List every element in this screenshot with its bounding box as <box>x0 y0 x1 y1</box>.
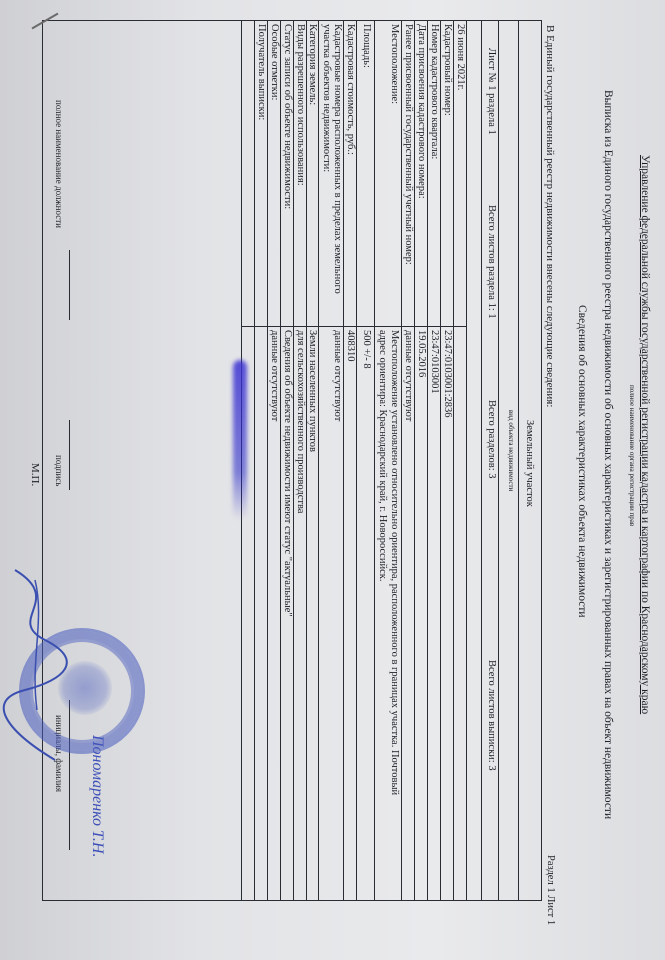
rule <box>318 20 319 900</box>
redaction-mark <box>233 360 247 520</box>
rule <box>374 20 375 900</box>
row-label-land-category: Категория земель: <box>307 24 318 106</box>
row-label-recipient: Получатель выписки: <box>256 24 267 121</box>
row-value-land-category: Земли населенных пунктов <box>307 330 318 452</box>
agency-name: Управление федеральной службы государственной регистрации кадастра и картографии по Краснодарскому краю <box>639 155 651 715</box>
signature-scribble <box>0 560 75 780</box>
row-value-previous-number: данные отсутствуют <box>403 330 414 422</box>
initials-caption: инициалы, фамилия <box>54 715 64 792</box>
signer-name: Пономаренко Т.Н. <box>89 735 106 858</box>
rule <box>518 20 519 900</box>
sheet-number: Лист № 1 раздела 1 <box>486 48 497 135</box>
sections-total: Всего разделов: 3 <box>486 400 497 479</box>
rule <box>69 250 70 320</box>
row-label-quarter: Номер кадастрового квартала: <box>429 24 440 160</box>
rule <box>498 20 499 900</box>
rule <box>254 20 255 900</box>
row-label-previous-number: Ранее присвоенный государственный учетный номер: <box>403 24 414 265</box>
mp-label: М.П. <box>29 463 41 487</box>
registry-note: В Единый государственный реестр недвижимости внесены следующие сведения: <box>544 25 556 408</box>
row-value-assignment-date: 19.05.2016 <box>416 330 427 378</box>
row-label-location: Местоположение: <box>389 24 400 105</box>
rule <box>69 420 70 490</box>
rule <box>453 20 454 900</box>
row-label-assignment-date: Дата присвоения кадастрового номера: <box>416 24 427 199</box>
row-value-special-marks: данные отсутствуют <box>269 330 280 422</box>
object-kind-caption: вид объекта недвижимости <box>507 410 515 492</box>
row-label-objects-within-2: участка объектов недвижимости: <box>321 24 332 173</box>
row-value-cadastral-number: 23:47:0103001:2836 <box>442 330 453 418</box>
rule <box>267 20 268 900</box>
row-value-record-status: Сведения об объекте недвижимости имеют статус "актуальные" <box>282 330 293 617</box>
rule <box>466 20 467 900</box>
agency-caption: полное наименование органа регистрации прав <box>628 385 636 527</box>
row-label-area: Площадь: <box>361 24 372 68</box>
row-label-cadastral-number: Кадастровый номер: <box>442 24 453 116</box>
rule <box>42 900 542 901</box>
position-caption: полное наименование должности <box>54 100 64 228</box>
rule <box>42 20 542 21</box>
rule <box>481 20 482 900</box>
row-label-special-marks: Особые отметки: <box>269 24 280 101</box>
rule <box>306 20 307 900</box>
row-value-location: Местоположение установлено относительно ориентира, расположенного в границах участка. Почтовый <box>389 330 400 796</box>
row-value-permitted-use: для сельскохозяйственного производства <box>295 330 306 514</box>
row-label-cadastral-value: Кадастровая стоимость, руб.: <box>345 24 356 155</box>
row-value-location-2: адрес ориентира: Краснодарский край, г. Новороссийск. <box>377 330 388 582</box>
sheets-in-section: Всего листов раздела 1: 1 <box>486 205 497 319</box>
row-label-record-status: Статус записи об объекте недвижимости: <box>282 24 293 210</box>
row-label-permitted-use: Виды разрешенного использования: <box>295 24 306 186</box>
rule <box>541 20 542 900</box>
signature-caption: подпись <box>54 455 64 487</box>
rule <box>241 326 467 327</box>
row-value-quarter: 23:47:0103001 <box>429 330 440 394</box>
row-value-objects-within: данные отсутствуют <box>332 330 343 422</box>
intro-line: Сведения об основных характеристиках объекта недвижимости <box>576 305 588 618</box>
row-label-objects-within: Кадастровые номера расположенных в пределах земельного <box>332 24 343 294</box>
rule <box>356 20 357 900</box>
row-label-date: 26 июня 2021г. <box>455 24 466 91</box>
rule <box>440 20 441 900</box>
row-value-area: 500 +/- 8 <box>361 330 372 369</box>
row-value-cadastral-value: 408310 <box>345 330 356 362</box>
document-title: Выписка из Единого государственного реестра недвижимости об основных характеристиках и зарегистрированных правах на объект недвижимости <box>602 90 614 820</box>
sheets-total: Всего листов выписки: 3 <box>486 660 497 771</box>
object-kind: Земельный участок <box>524 420 535 507</box>
section-label: Раздел 1 Лист 1 <box>545 855 556 926</box>
